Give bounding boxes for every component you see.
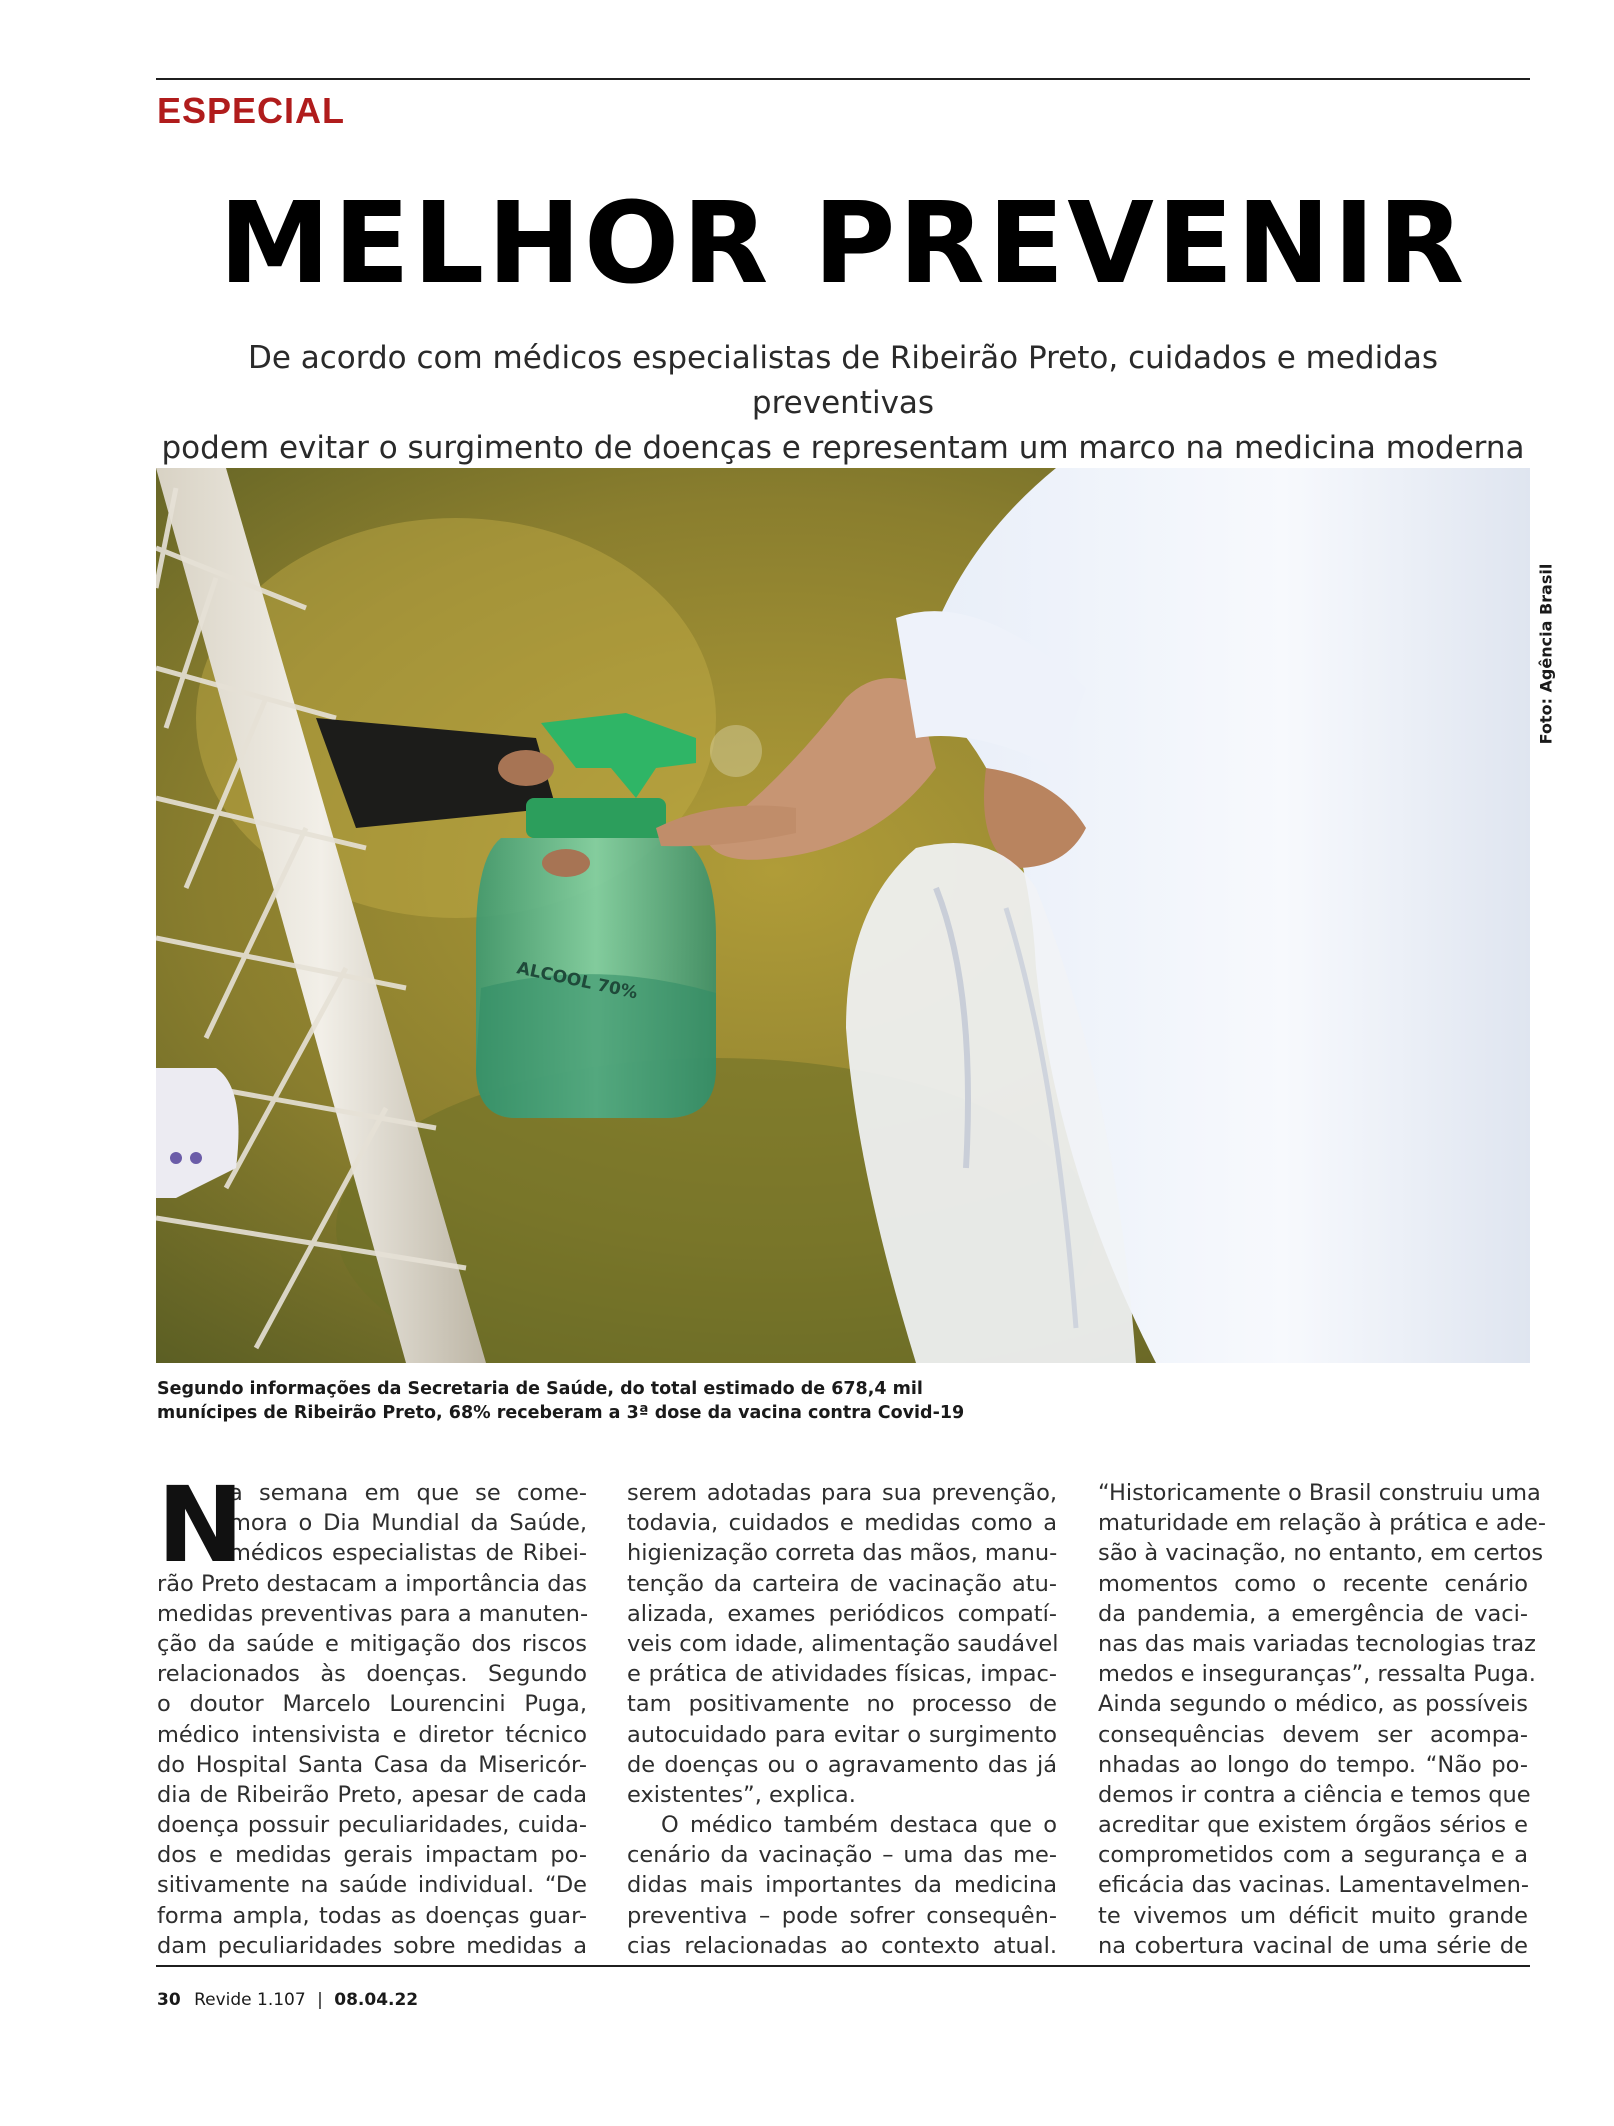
body-line: cenário da vacinação – uma das me-: [627, 1842, 1057, 1869]
body-line: e prática de atividades físicas, impac-: [627, 1661, 1057, 1688]
body-line: dia de Ribeirão Preto, apesar de cada: [157, 1781, 587, 1808]
drop-cap: N: [157, 1464, 245, 1586]
body-line: nas das mais variadas tecnologias traz: [1098, 1630, 1536, 1657]
body-line: eficácia das vacinas. Lamentavelmen-: [1098, 1872, 1529, 1899]
body-line: médicos especialistas de Ribei-: [229, 1540, 587, 1567]
body-line: mora o Dia Mundial da Saúde,: [229, 1510, 587, 1537]
body-line: higienização correta das mãos, manu-: [627, 1540, 1058, 1567]
body-line: a semana em que se come-: [229, 1480, 587, 1506]
body-line: te vivemos um déficit muito grande: [1098, 1902, 1528, 1929]
body-line: dos e medidas gerais impactam po-: [157, 1842, 587, 1869]
caption-line: Segundo informações da Secretaria de Saúde, do total estimado de 678,4 mil: [157, 1379, 923, 1399]
deck: [156, 336, 1530, 471]
body-line: consequências devem ser acompa-: [1098, 1721, 1528, 1748]
body-line: todavia, cuidados e medidas como a: [627, 1510, 1057, 1537]
body-column-3: [1098, 1478, 1546, 1961]
body-line: medidas preventivas para a manuten-: [157, 1600, 589, 1627]
bottle-label: ALCOOL 70%: [514, 958, 640, 1004]
body-line: “Historicamente o Brasil construiu uma: [1098, 1480, 1541, 1506]
body-line: do Hospital Santa Casa da Misericór-: [157, 1751, 587, 1778]
body-line: autocuidado para evitar o surgimento: [627, 1721, 1057, 1748]
body-line: momentos como o recente cenário: [1098, 1570, 1528, 1597]
body-line: o doutor Marcelo Lourencini Puga,: [157, 1691, 587, 1718]
body-line: tenção da carteira de vacinação atu-: [627, 1570, 1057, 1597]
body-line: de doenças ou o agravamento das já: [627, 1751, 1057, 1778]
feature-photo: [156, 468, 1530, 1363]
body-line: rão Preto destacam a importância das: [157, 1570, 587, 1597]
photo-credit: Foto: Agência Brasil: [1536, 563, 1556, 745]
body-line: forma ampla, todas as doenças guar-: [157, 1902, 587, 1929]
body-line: na cobertura vacinal de uma série de: [1098, 1932, 1528, 1959]
deck-line: De acordo com médicos especialistas de Ribeirão Preto, cuidados e medidas preventivas: [247, 340, 1439, 421]
body-line: nhadas ao longo do tempo. “Não po-: [1098, 1751, 1528, 1778]
body-line: demos ir contra a ciência e temos que: [1098, 1781, 1531, 1808]
body-line: O médico também destaca que o: [661, 1812, 1057, 1839]
body-line: medos e inseguranças”, ressalta Puga.: [1098, 1661, 1536, 1688]
body-line: maturidade em relação à prática e ade-: [1098, 1510, 1546, 1537]
body-line: acreditar que existem órgãos sérios e: [1098, 1812, 1528, 1839]
body-line: alizada, exames periódicos compatí-: [627, 1600, 1057, 1627]
body-line: são à vacinação, no entanto, em certos: [1098, 1540, 1544, 1567]
issue-date: 08.04.22: [334, 1990, 419, 2010]
body-line: tam positivamente no processo de: [627, 1691, 1057, 1718]
photo-illustration: [156, 468, 1530, 1363]
magazine-issue: Revide 1.107: [194, 1990, 306, 2010]
body-line: relacionados às doenças. Segundo: [157, 1661, 587, 1688]
section-label: ESPECIAL: [157, 90, 346, 131]
body-line: Ainda segundo o médico, as possíveis: [1098, 1691, 1528, 1718]
page-number: 30: [157, 1990, 181, 2010]
body-line: da pandemia, a emergência de vaci-: [1098, 1600, 1528, 1627]
body-line: médico intensivista e diretor técnico: [157, 1721, 587, 1748]
caption-line: munícipes de Ribeirão Preto, 68% receberam a 3ª dose da vacina contra Covid-19: [157, 1403, 965, 1423]
body-line: veis com idade, alimentação saudável: [627, 1630, 1059, 1657]
body-line: sitivamente na saúde individual. “De: [157, 1872, 587, 1899]
body-line: preventiva – pode sofrer consequên-: [627, 1902, 1057, 1929]
photo-caption: [157, 1377, 1057, 1425]
bottom-rule: [156, 1965, 1530, 1967]
headline: MELHOR PREVENIR: [218, 179, 1468, 309]
deck-line: podem evitar o surgimento de doenças e representam um marco na medicina moderna: [161, 430, 1525, 466]
body-line: didas mais importantes da medicina: [627, 1872, 1057, 1899]
body-line: comprometidos com a segurança e a: [1098, 1842, 1528, 1869]
page-footer: [157, 1990, 418, 2010]
body-line: cias relacionadas ao contexto atual.: [627, 1932, 1057, 1959]
body-line: doença possuir peculiaridades, cuida-: [157, 1812, 587, 1839]
body-line: ção da saúde e mitigação dos riscos: [157, 1630, 587, 1657]
body-line: serem adotadas para sua prevenção,: [627, 1480, 1057, 1506]
body-column-1: [157, 1464, 589, 1961]
body-line: dam peculiaridades sobre medidas a: [157, 1932, 587, 1959]
body-line: existentes”, explica.: [627, 1781, 856, 1808]
body-column-2: [627, 1478, 1057, 1961]
top-rule: [156, 78, 1530, 80]
footer-separator: |: [317, 1990, 323, 2010]
